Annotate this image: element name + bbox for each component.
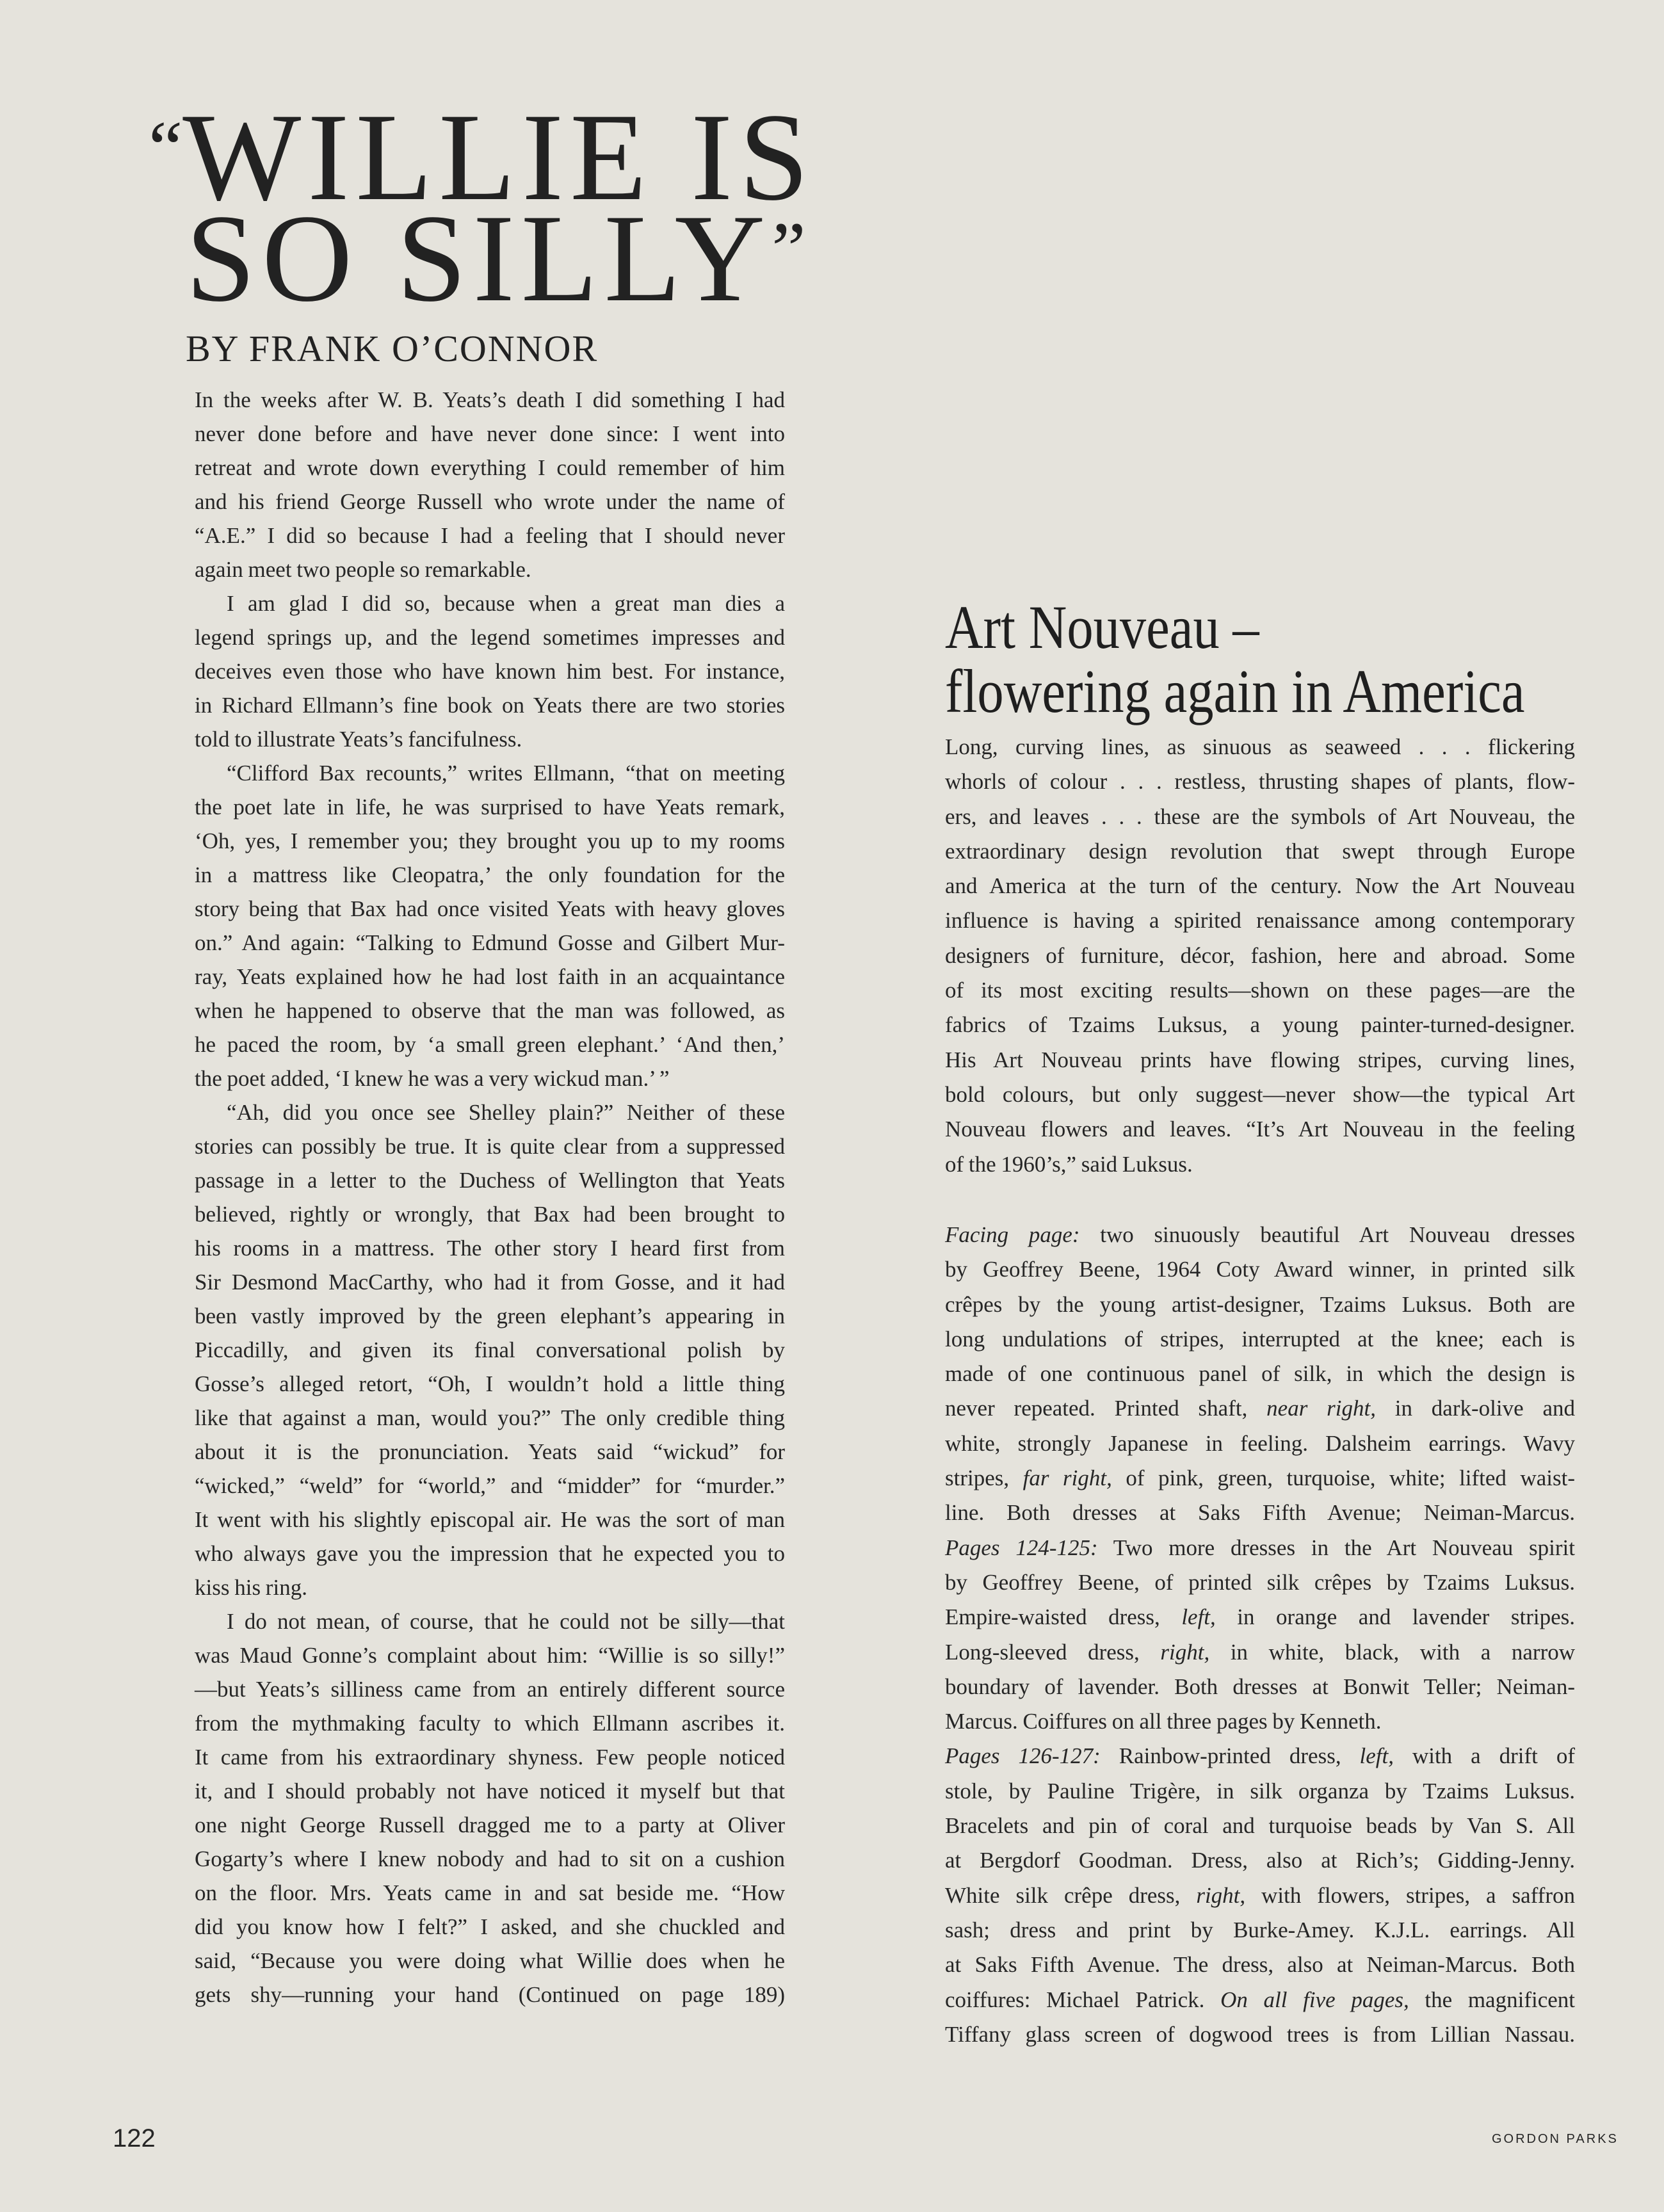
text-line: It went with his slightly episcopal air. He was the sort of man xyxy=(195,1507,785,1532)
title-text: SO SILLY xyxy=(186,189,772,328)
text-segment: White silk crêpe dress, xyxy=(945,1882,1197,1908)
text-line xyxy=(945,1635,1575,1670)
italic-text: Facing page: xyxy=(945,1222,1080,1247)
paragraph xyxy=(195,756,785,1095)
text-line: believed, rightly or wrongly, that Bax had been brought to xyxy=(195,1202,785,1227)
text-line: of the 1960’s,” said Luksus. xyxy=(945,1151,1193,1177)
text-line: ‘Oh, yes, I remember you; they brought you up to my rooms xyxy=(195,828,785,853)
text-line: it, and I should probably not have noticed it myself but that xyxy=(195,1779,785,1804)
text-line: Long, curving lines, as sinuous as seaweed . . . flickering xyxy=(945,734,1575,759)
text-line: legend springs up, and the legend sometimes impresses and xyxy=(195,625,785,650)
text-line: who always gave you the impression that he expected you to xyxy=(195,1541,785,1566)
text-line: on the floor. Mrs. Yeats came in and sat beside me. “How xyxy=(195,1880,785,1905)
text-segment: stripes, xyxy=(945,1465,1023,1491)
italic-text: right, xyxy=(1196,1882,1246,1908)
text-line: bold colours, but only suggest—never show—the typical Art xyxy=(945,1081,1575,1107)
text-line: stole, by Pauline Trigère, in silk organza by Tzaims Luksus. xyxy=(945,1778,1575,1804)
text-line: “Clifford Bax recounts,” writes Ellmann, “that on meeting xyxy=(227,761,785,786)
article-title-line-2 xyxy=(186,189,806,328)
text-segment: Rainbow-printed dress, xyxy=(1100,1743,1360,1769)
text-line: made of one continuous panel of silk, in which the design is xyxy=(945,1361,1575,1387)
text-line: like that against a man, would you?” The only credible thing xyxy=(195,1405,785,1430)
text-line: I am glad I did so, because when a great man dies a xyxy=(227,591,785,616)
text-segment: the magnificent xyxy=(1409,1987,1575,2012)
page-number: 122 xyxy=(113,2124,156,2152)
text-line: was Maud Gonne’s complaint about him: “Willie is so silly!” xyxy=(195,1643,785,1668)
text-line: Marcus. Coiffures on all three pages by Kenneth. xyxy=(945,1709,1382,1734)
text-line: line. Both dresses at Saks Fifth Avenue; Neiman-Marcus. xyxy=(945,1500,1575,1526)
text-line: I do not mean, of course, that he could not be silly—that xyxy=(227,1609,785,1634)
text-segment: with a drift of xyxy=(1394,1743,1575,1769)
feature-heading-line-1: Art Nouveau – xyxy=(945,593,1259,661)
feature-captions xyxy=(945,1218,1575,2052)
text-line: of its most exciting results—shown on these pages—are the xyxy=(945,978,1575,1003)
text-line: when he happened to observe that the man was followed, as xyxy=(195,998,785,1023)
italic-text: left, xyxy=(1181,1604,1216,1630)
text-line: and America at the turn of the century. Now the Art Nouveau xyxy=(945,873,1575,899)
text-line: designers of furniture, décor, fashion, here and abroad. Some xyxy=(945,942,1575,968)
text-line: —but Yeats’s silliness came from an entirely different source xyxy=(195,1677,785,1702)
text-line: ray, Yeats explained how he had lost faith in an acquaintance xyxy=(195,964,785,989)
text-segment: Long-sleeved dress, xyxy=(945,1639,1161,1665)
text-line: in a mattress like Cleopatra,’ the only foundation for the xyxy=(195,862,785,887)
paragraph xyxy=(945,1531,1575,1740)
text-line: did you know how I felt?” I asked, and she chuckled and xyxy=(195,1914,785,1939)
text-line: he paced the room, by ‘a small green elephant.’ ‘And then,’ xyxy=(195,1032,785,1057)
text-line: extraordinary design revolution that swept through Europe xyxy=(945,838,1575,864)
text-line: passage in a letter to the Duchess of Wellington that Yeats xyxy=(195,1168,785,1193)
text-line: “A.E.” I did so because I had a feeling that I should never xyxy=(195,523,785,548)
text-line: sash; dress and print by Burke-Amey. K.J.L. earrings. All xyxy=(945,1917,1575,1942)
text-segment: in dark-olive and xyxy=(1375,1396,1575,1421)
italic-text: Pages 126-127: xyxy=(945,1743,1101,1769)
feature-intro xyxy=(945,730,1575,1182)
text-line: about it is the pronunciation. Yeats said “wickud” for xyxy=(195,1439,785,1464)
text-segment: with flowers, stripes, a saffron xyxy=(1245,1882,1575,1908)
text-line: “wicked,” “weld” for “world,” and “midder” for “murder.” xyxy=(195,1473,785,1498)
text-segment: coiffures: Michael Patrick. xyxy=(945,1987,1221,2012)
text-line: by Geoffrey Beene, of printed silk crêpes by Tzaims Luksus. xyxy=(945,1569,1575,1595)
text-line: kiss his ring. xyxy=(195,1575,307,1600)
text-line: again meet two people so remarkable. xyxy=(195,557,531,582)
text-segment: Two more dresses in the Art Nouveau spirit xyxy=(1097,1535,1575,1560)
text-line: Nouveau flowers and leaves. “It’s Art Nouveau in the feeling xyxy=(945,1117,1575,1142)
text-line: retreat and wrote down everything I could remember of him xyxy=(195,455,785,480)
text-line: his rooms in a mattress. The other story I heard first from xyxy=(195,1236,785,1261)
text-line: at Saks Fifth Avenue. The dress, also at Neiman-Marcus. Both xyxy=(945,1952,1575,1978)
text-line: fabrics of Tzaims Luksus, a young painter-turned-designer. xyxy=(945,1012,1575,1038)
text-line xyxy=(945,1391,1575,1426)
close-quote: ” xyxy=(771,206,806,291)
text-line: from the mythmaking faculty to which Ellmann ascribes it. xyxy=(195,1711,785,1736)
italic-text: right, xyxy=(1160,1639,1210,1665)
paragraph xyxy=(195,1604,785,2012)
italic-text: On all five pages, xyxy=(1220,1987,1409,2012)
text-line: boundary of lavender. Both dresses at Bonwit Teller; Neiman- xyxy=(945,1674,1575,1699)
text-line: long undulations of stripes, interrupted at the knee; each is xyxy=(945,1326,1575,1352)
italic-text: Pages 124-125: xyxy=(945,1535,1098,1560)
text-line: Piccadilly, and given its final conversational polish by xyxy=(195,1337,785,1362)
text-line: whorls of colour . . . restless, thrusting shapes of plants, flow- xyxy=(945,769,1575,795)
text-line xyxy=(945,1983,1575,2017)
photo-credit: GORDON PARKS xyxy=(1492,2132,1619,2146)
text-line: influence is having a spirited renaissance among contemporary xyxy=(945,908,1575,933)
text-line: on.” And again: “Talking to Edmund Gosse and Gilbert Mur- xyxy=(195,930,785,955)
paragraph xyxy=(195,383,785,586)
text-line: Tiffany glass screen of dogwood trees is from Lillian Nassau. xyxy=(945,2021,1575,2047)
text-line: gets shy—running your hand (Continued on page 189) xyxy=(195,1982,785,2007)
paragraph xyxy=(945,1739,1575,2052)
article-byline: BY FRANK O’CONNOR xyxy=(186,328,599,369)
text-line: told to illustrate Yeats’s fancifulness. xyxy=(195,727,522,752)
text-line: Gogarty’s where I knew nobody and had to sit on a cushion xyxy=(195,1846,785,1871)
text-line: Sir Desmond MacCarthy, who had it from Gosse, and it had xyxy=(195,1270,785,1295)
paragraph xyxy=(195,586,785,756)
text-line xyxy=(945,1600,1575,1635)
text-line: the poet late in life, he was surprised to have Yeats remark, xyxy=(195,795,785,819)
text-line: Bracelets and pin of coral and turquoise beads by Van S. All xyxy=(945,1813,1575,1839)
text-line: by Geoffrey Beene, 1964 Coty Award winner, in printed silk xyxy=(945,1257,1575,1282)
text-line: one night George Russell dragged me to a party at Oliver xyxy=(195,1812,785,1837)
open-quote: “ xyxy=(149,105,183,190)
text-line: story being that Bax had once visited Yeats with heavy gloves xyxy=(195,896,785,921)
text-line: and his friend George Russell who wrote under the name of xyxy=(195,489,785,514)
text-line: ers, and leaves . . . these are the symbols of Art Nouveau, the xyxy=(945,803,1575,829)
text-line: It came from his extraordinary shyness. Few people noticed xyxy=(195,1745,785,1770)
text-line: the poet added, ‘I knew he was a very wickud man.’ ” xyxy=(195,1066,670,1091)
text-segment: of pink, green, turquoise, white; lifted waist- xyxy=(1111,1465,1575,1491)
text-line: deceives even those who have known him best. For instance, xyxy=(195,659,785,684)
paragraph xyxy=(195,1095,785,1604)
paragraph xyxy=(945,1218,1575,1531)
text-segment: two sinuously beautiful Art Nouveau dresses xyxy=(1079,1222,1575,1247)
article-body-column xyxy=(195,383,785,2012)
text-line: white, strongly Japanese in feeling. Dalsheim earrings. Wavy xyxy=(945,1430,1575,1456)
text-line: in Richard Ellmann’s fine book on Yeats there are two stories xyxy=(195,693,785,718)
text-line: His Art Nouveau prints have flowing stripes, curving lines, xyxy=(945,1047,1575,1072)
italic-text: near right, xyxy=(1266,1396,1376,1421)
italic-text: left, xyxy=(1359,1743,1394,1769)
italic-text: far right, xyxy=(1022,1465,1112,1491)
paragraph xyxy=(945,730,1575,1182)
text-line: Gosse’s alleged retort, “Oh, I wouldn’t hold a little thing xyxy=(195,1371,785,1396)
text-line xyxy=(945,1739,1575,1773)
text-line xyxy=(945,1461,1575,1496)
text-line: at Bergdorf Goodman. Dress, also at Rich’s; Gidding-Jenny. xyxy=(945,1848,1575,1873)
text-line: crêpes by the young artist-designer, Tzaims Luksus. Both are xyxy=(945,1291,1575,1317)
text-segment: in white, black, with a narrow xyxy=(1209,1639,1576,1665)
text-line: stories can possibly be true. It is quite clear from a suppressed xyxy=(195,1134,785,1159)
text-line: been vastly improved by the green elephant’s appearing in xyxy=(195,1304,785,1328)
text-line: said, “Because you were doing what Willie does when he xyxy=(195,1948,785,1973)
text-line: “Ah, did you once see Shelley plain?” Neither of these xyxy=(227,1100,785,1125)
text-segment: never repeated. Printed shaft, xyxy=(945,1396,1267,1421)
feature-heading-line-2: flowering again in America xyxy=(945,657,1525,725)
text-segment: in orange and lavender stripes. xyxy=(1215,1604,1575,1630)
text-line: never done before and have never done since: I went into xyxy=(195,421,785,446)
text-line xyxy=(945,1531,1575,1565)
text-line: In the weeks after W. B. Yeats’s death I did something I had xyxy=(195,387,785,412)
title-text: WILLIE IS xyxy=(182,88,816,227)
text-line xyxy=(945,1218,1575,1252)
text-line xyxy=(945,1878,1575,1913)
text-segment: Empire-waisted dress, xyxy=(945,1604,1182,1630)
